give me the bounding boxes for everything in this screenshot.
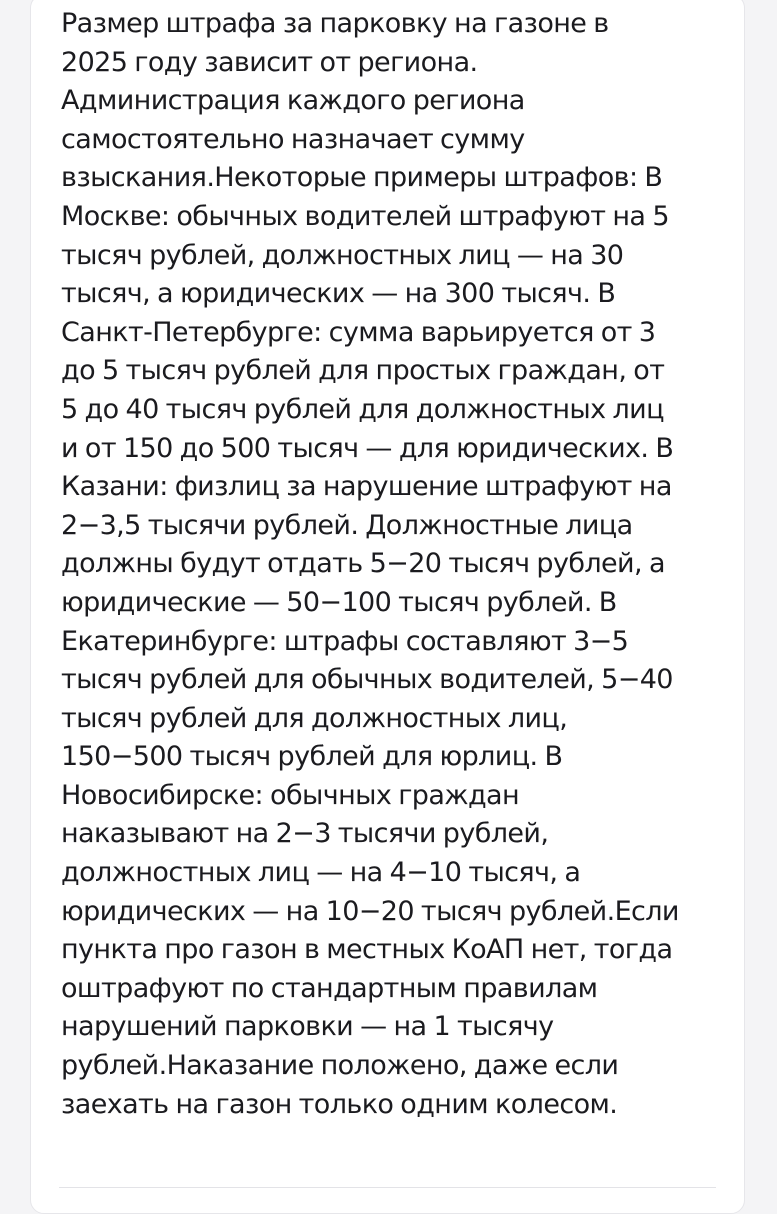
answer-line: Казани: физлиц за нарушение штрафуют на bbox=[61, 471, 672, 503]
answer-line: 2−3,5 тысячи рублей. Должностные лица bbox=[61, 509, 633, 541]
card-divider bbox=[59, 1187, 716, 1188]
answer-line: и от 150 до 500 тысяч — для юридических. В bbox=[61, 432, 674, 464]
answer-line: тысяч рублей для должностных лиц, bbox=[61, 702, 568, 734]
answer-line: Москве: обычных водителей штрафуют на 5 bbox=[61, 200, 669, 232]
answer-line: Новосибирске: обычных граждан bbox=[61, 779, 520, 811]
answer-text bbox=[61, 5, 721, 1124]
answer-line: 2025 году зависит от региона. bbox=[61, 46, 478, 78]
answer-line: самостоятельно назначает сумму bbox=[61, 123, 525, 155]
answer-line: Размер штрафа за парковку на газоне в bbox=[61, 8, 609, 39]
answer-card bbox=[30, 0, 745, 1214]
answer-line: заехать на газон только одним колесом. bbox=[61, 1088, 618, 1120]
answer-line: юридические — 50−100 тысяч рублей. В bbox=[61, 586, 617, 618]
answer-line: Администрация каждого региона bbox=[61, 85, 525, 117]
answer-line: 5 до 40 тысяч рублей для должностных лиц bbox=[61, 393, 664, 425]
answer-line: до 5 тысяч рублей для простых граждан, от bbox=[61, 355, 665, 387]
answer-line: юридических — на 10−20 тысяч рублей.Если bbox=[61, 895, 679, 927]
answer-line: тысяч рублей для обычных водителей, 5−40 bbox=[61, 664, 673, 696]
answer-line: нарушений парковки — на 1 тысячу bbox=[61, 1011, 554, 1043]
answer-line: должны будут отдать 5−20 тысяч рублей, а bbox=[61, 548, 665, 580]
answer-line: 150−500 тысяч рублей для юрлиц. В bbox=[61, 741, 563, 773]
answer-line: наказывают на 2−3 тысячи рублей, bbox=[61, 818, 549, 850]
answer-line: рублей.Наказание положено, даже если bbox=[61, 1050, 619, 1082]
answer-line: тысяч, а юридических — на 300 тысяч. В bbox=[61, 278, 616, 310]
answer-line: оштрафуют по стандартным правилам bbox=[61, 972, 598, 1004]
answer-line: тысяч рублей, должностных лиц — на 30 bbox=[61, 239, 624, 271]
answer-line: взыскания.Некоторые примеры штрафов: В bbox=[61, 162, 663, 194]
answer-line: Екатеринбурге: штрафы составляют 3−5 bbox=[61, 625, 629, 657]
answer-line: пункта про газон в местных КоАП нет, тогда bbox=[61, 934, 673, 966]
answer-line: должностных лиц — на 4−10 тысяч, а bbox=[61, 857, 581, 889]
answer-line: Санкт-Петербурге: сумма варьируется от 3 bbox=[61, 316, 656, 348]
